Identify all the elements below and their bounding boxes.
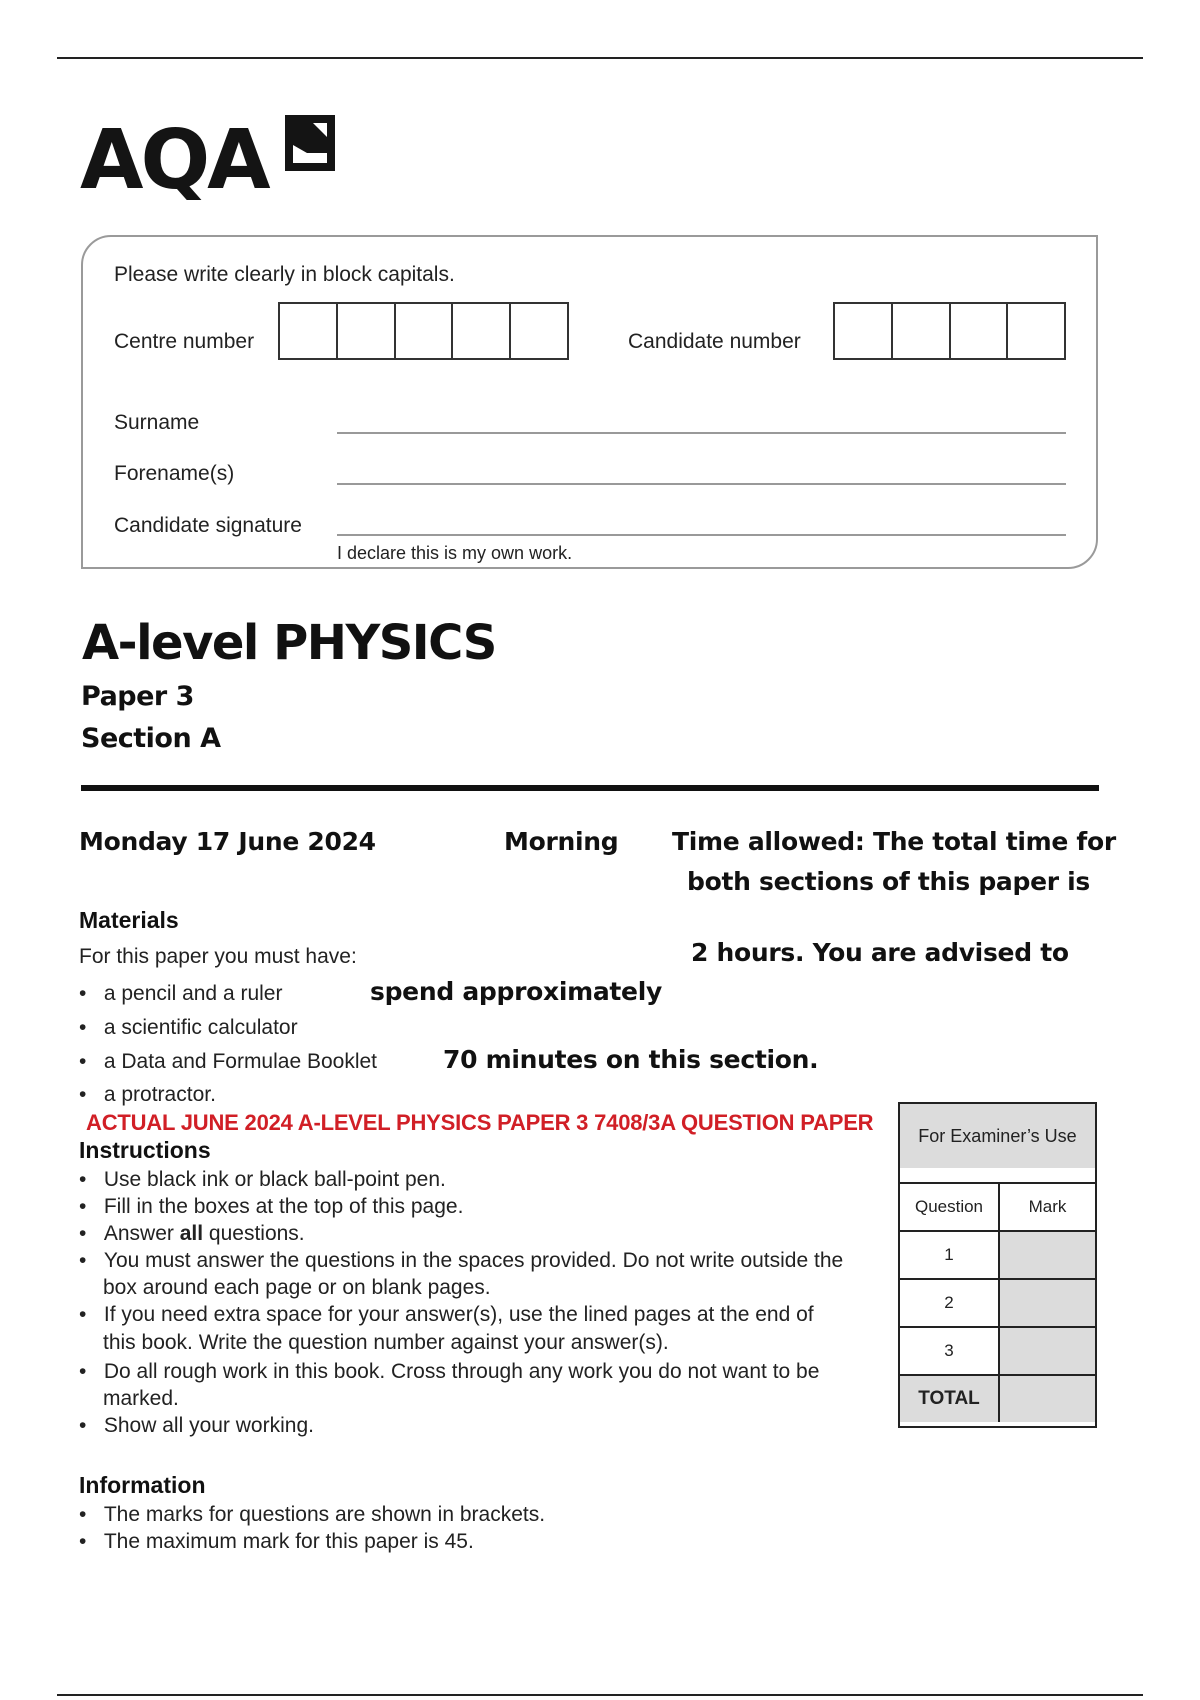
- material-item: a protractor.: [103, 1083, 216, 1106]
- forenames-label: Forename(s): [114, 462, 235, 485]
- list-item: • The marks for questions are shown in brackets.: [79, 1503, 546, 1526]
- material-item: a pencil and a ruler: [103, 982, 283, 1005]
- instructions-heading: Instructions: [79, 1137, 211, 1163]
- instruction-text: Use black ink or black ball-point pen.: [103, 1168, 446, 1191]
- total-row: [900, 1374, 1095, 1422]
- list-item: • You must answer the questions in the spaces provided. Do not write outside the: [79, 1249, 844, 1272]
- signature-label: Candidate signature: [114, 514, 302, 537]
- logo-text: AQA: [80, 113, 268, 208]
- instruction-text: Answer: [103, 1222, 180, 1245]
- mark-cell: [1000, 1328, 1095, 1374]
- instruction-text: questions.: [203, 1222, 305, 1245]
- instruction-text: Fill in the boxes at the top of this page.: [103, 1195, 464, 1218]
- forenames-field[interactable]: [337, 483, 1066, 485]
- list-item: • Show all your working.: [79, 1414, 314, 1437]
- total-mark-cell: [1000, 1376, 1095, 1422]
- mark-column-header: Mark: [1000, 1184, 1095, 1230]
- table-row: [900, 1278, 1095, 1326]
- total-label: TOTAL: [900, 1376, 1000, 1422]
- candidate-digit-box[interactable]: [835, 304, 893, 358]
- list-item: • Fill in the boxes at the top of this page.: [79, 1195, 464, 1218]
- list-item: [103, 1276, 491, 1300]
- paper-title: A-level PHYSICS: [82, 615, 496, 671]
- candidate-number-label: Candidate number: [628, 330, 801, 353]
- time-allowed-line4: spend approximately: [370, 977, 662, 1006]
- list-item: [103, 1387, 179, 1411]
- list-item: • The maximum mark for this paper is 45.: [79, 1530, 474, 1553]
- centre-digit-box[interactable]: [453, 304, 511, 358]
- instruction-text: Do all rough work in this book. Cross through any work you do not want to be: [103, 1360, 820, 1383]
- centre-number-boxes[interactable]: [278, 302, 569, 360]
- examiner-use-table: [898, 1102, 1097, 1428]
- centre-digit-box[interactable]: [338, 304, 396, 358]
- material-item: a scientific calculator: [103, 1016, 298, 1039]
- aqa-logo: [80, 115, 350, 215]
- information-text: The maximum mark for this paper is 45.: [103, 1530, 474, 1553]
- materials-intro: For this paper you must have:: [79, 945, 357, 968]
- list-item: • a scientific calculator: [79, 1016, 298, 1039]
- table-row: [900, 1326, 1095, 1374]
- candidate-digit-box[interactable]: [893, 304, 951, 358]
- signature-field[interactable]: [337, 534, 1066, 536]
- exam-date: Monday 17 June 2024: [79, 827, 376, 856]
- bottom-rule: [57, 1694, 1143, 1696]
- list-item: • a protractor.: [79, 1083, 216, 1106]
- declaration-text: I declare this is my own work.: [337, 543, 573, 563]
- question-number: 2: [900, 1280, 1000, 1326]
- paper-section: Section A: [81, 723, 221, 754]
- question-column-header: Question: [900, 1184, 1000, 1230]
- instruction-text: You must answer the questions in the spaces provided. Do not write outside the: [103, 1249, 844, 1272]
- list-item: • a pencil and a ruler: [79, 982, 283, 1005]
- list-item: • a Data and Formulae Booklet: [79, 1050, 378, 1073]
- instruction-text: this book. Write the question number against your answer(s).: [103, 1331, 669, 1354]
- time-allowed-line1: Time allowed: The total time for: [672, 827, 1116, 856]
- time-allowed-line5: 70 minutes on this section.: [443, 1045, 819, 1074]
- examiner-header-row: [900, 1182, 1095, 1230]
- surname-label: Surname: [114, 411, 200, 434]
- table-row: [900, 1230, 1095, 1278]
- information-heading: Information: [79, 1472, 206, 1498]
- candidate-digit-box[interactable]: [1008, 304, 1064, 358]
- centre-digit-box[interactable]: [396, 304, 454, 358]
- materials-heading: Materials: [79, 907, 179, 933]
- time-allowed-line2: both sections of this paper is: [687, 867, 1091, 896]
- surname-field[interactable]: [337, 432, 1066, 434]
- candidate-number-boxes[interactable]: [833, 302, 1066, 360]
- mark-cell: [1000, 1232, 1095, 1278]
- instruction-text: marked.: [103, 1387, 179, 1410]
- instruction-text: box around each page or on blank pages.: [103, 1276, 491, 1299]
- paper-number: Paper 3: [81, 681, 194, 712]
- centre-digit-box[interactable]: [280, 304, 338, 358]
- list-item: [103, 1331, 669, 1355]
- centre-number-label: Centre number: [114, 330, 255, 353]
- question-number: 3: [900, 1328, 1000, 1374]
- time-allowed-line3: 2 hours. You are advised to: [691, 938, 1069, 967]
- instruction-text: Show all your working.: [103, 1414, 314, 1437]
- list-item: • Do all rough work in this book. Cross through any work you do not want to be: [79, 1360, 820, 1383]
- mark-cell: [1000, 1280, 1095, 1326]
- list-item: • Use black ink or black ball-point pen.: [79, 1168, 446, 1191]
- information-text: The marks for questions are shown in brackets.: [103, 1503, 546, 1526]
- instruction-text: If you need extra space for your answer(s), use the lined pages at the end of: [103, 1303, 814, 1326]
- examiner-use-title: For Examiner’s Use: [900, 1104, 1095, 1168]
- list-item: • If you need extra space for your answer(s), use the lined pages at the end of: [79, 1303, 814, 1326]
- top-rule: [57, 57, 1143, 59]
- candidate-digit-box[interactable]: [951, 304, 1009, 358]
- logo-mark-icon: [285, 115, 335, 171]
- centre-digit-box[interactable]: [511, 304, 567, 358]
- list-item: • Answer all questions.: [79, 1222, 305, 1245]
- block-capitals-prompt: Please write clearly in block capitals.: [114, 263, 455, 286]
- material-item: a Data and Formulae Booklet: [103, 1050, 378, 1073]
- red-banner: ACTUAL JUNE 2024 A-LEVEL PHYSICS PAPER 3 7408/3A QUESTION PAPER: [86, 1110, 874, 1135]
- question-number: 1: [900, 1232, 1000, 1278]
- exam-session: Morning: [504, 827, 619, 856]
- instruction-emphasis: all: [179, 1222, 204, 1245]
- title-divider: [81, 785, 1099, 791]
- examiner-grid: [900, 1182, 1095, 1422]
